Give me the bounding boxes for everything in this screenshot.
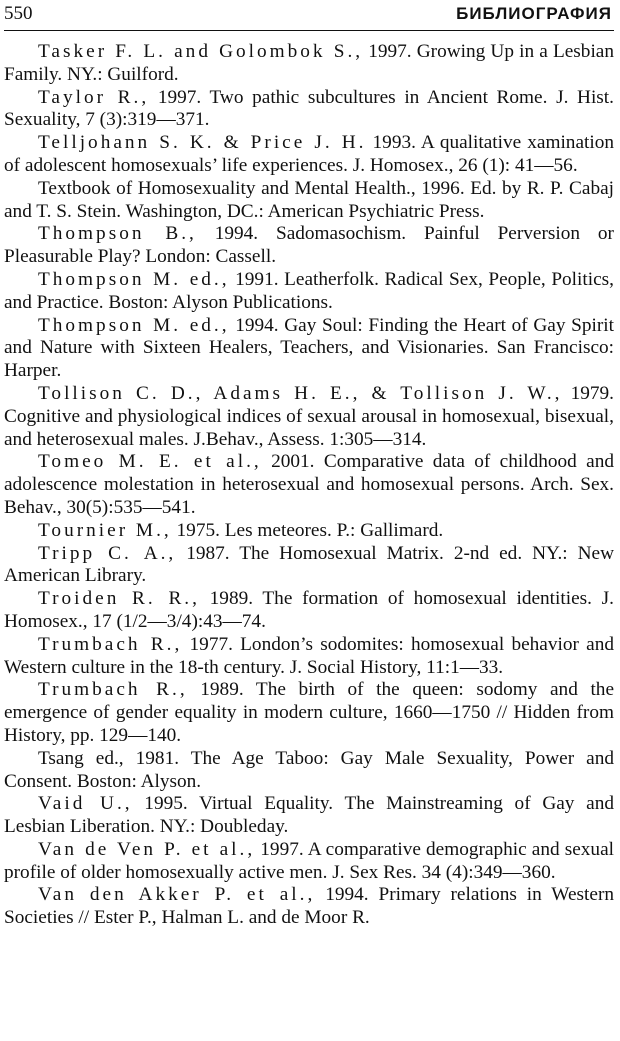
entry-text: 1997. Growing Up in a Lesbian Family. NY.: Guilford. xyxy=(4,41,615,85)
entry-author: Tripp C. A., xyxy=(38,542,177,564)
entry-text: 1993. A qualitative xamination of adolescent homosexuals’ life experiences. J. Homosex., 26 (1): 41—56. xyxy=(4,132,615,176)
entry-text: 1997. Two pathic subcultures in Ancient Rome. J. Hist. Sexuality, 7 (3):319—371. xyxy=(4,86,614,131)
bibliography-entry xyxy=(4,315,614,383)
entry-text: 2001. Comparative data of childhood and adolescence molestation in heterosexual and homosexual persons. Arch. Sex. Behav., 30(5):535—541. xyxy=(4,451,614,518)
bibliography-entry xyxy=(4,41,614,87)
bibliography-entry xyxy=(4,748,614,794)
entry-text: 1994. Sadomasochism. Painful Perversion or Pleasurable Play? London: Cassell. xyxy=(4,223,614,268)
entry-text: 1994. Primary relations in Western Societies // Ester P., Halman L. and de Moor R. xyxy=(4,884,614,929)
entry-text: 1989. The formation of homosexual identities. J. Homosex., 17 (1/2—3/4):43—74. xyxy=(4,588,614,632)
entry-author: Taylor R., xyxy=(38,86,150,108)
bibliography-entry xyxy=(4,588,614,634)
bibliography-entry xyxy=(4,679,614,747)
entry-author: Van de Ven P. et al., xyxy=(38,838,256,860)
bibliography-entry xyxy=(4,634,614,680)
entry-author: Trumbach R., xyxy=(38,679,188,701)
bibliography-entry xyxy=(4,383,614,451)
bibliography-entry xyxy=(4,451,614,519)
entry-text: 1989. The birth of the queen: sodomy and the emergence of gender equality in modern culture, 1660—1750 // Hidden from History, pp. 129—140. xyxy=(4,679,614,746)
bibliography-entry xyxy=(4,87,614,133)
bibliography-entry xyxy=(4,132,614,178)
page-number: 550 xyxy=(4,3,33,24)
entry-text: 1991. Leatherfolk. Radical Sex, People, Politics, and Practice. Boston: Alyson Publications. xyxy=(4,268,614,313)
entry-author: Telljohann S. K. & Price J. H. xyxy=(38,132,367,154)
running-header xyxy=(4,0,614,31)
bibliography-entry xyxy=(4,793,614,839)
entry-text: Textbook of Homosexuality and Mental Health., 1996. Ed. by R. P. Cabaj and T. S. Stein. Washington, DC.: American Psychiatric Press. xyxy=(4,177,614,222)
bibliography-entry xyxy=(4,884,614,930)
entry-author: Tomeo M. E. et al., xyxy=(38,451,262,473)
entry-text: 1994. Gay Soul: Finding the Heart of Gay Spirit and Nature with Sixteen Healers, Teachers, and Visionaries. San Francisco: Harper. xyxy=(4,314,614,382)
bibliography-entry xyxy=(4,543,614,589)
entry-text: 1979. Cognitive and physiological indices of sexual arousal in homosexual, bisexual, and heterosexual males. J.Behav., Assess. 1:305—314. xyxy=(4,382,614,450)
entry-author: Thompson M. ed., xyxy=(38,268,230,290)
entry-text: 1975. Les meteores. P.: Gallimard. xyxy=(171,519,444,541)
entry-author: Tollison C. D., Adams H. E., & Tollison J. W., xyxy=(38,382,563,404)
entry-author: Troiden R. R., xyxy=(38,588,200,610)
entry-text: 1977. London’s sodomites: homosexual behavior and Western culture in the 18-th century. J. Social History, 11:1—33. xyxy=(4,633,614,678)
entry-text: 1987. The Homosexual Matrix. 2-nd ed. NY.: New American Library. xyxy=(4,542,615,587)
bibliography-entry xyxy=(4,520,614,543)
entry-text: 1997. A comparative demographic and sexual profile of older homosexually active men. J. Sex Res. 34 (4):349—360. xyxy=(4,838,614,883)
entry-author: Vaid U., xyxy=(38,793,133,815)
entry-author: Tasker F. L. and Golombok S., xyxy=(38,41,364,62)
bibliography-entry xyxy=(4,223,614,269)
section-title: БИБЛИОГРАФИЯ xyxy=(456,4,612,23)
entry-author: Thompson B., xyxy=(38,223,197,245)
entry-text: 1995. Virtual Equality. The Mainstreaming of Gay and Lesbian Liberation. NY.: Doubleday. xyxy=(4,793,614,838)
bibliography-entry xyxy=(4,839,614,885)
bibliography-entry xyxy=(4,178,614,224)
entry-author: Tournier M., xyxy=(38,519,172,541)
bibliography-list xyxy=(4,31,614,930)
entry-author: Thompson M. ed., xyxy=(38,314,230,336)
entry-author: Van den Akker P. et al., xyxy=(38,884,316,906)
entry-text: Tsang ed., 1981. The Age Taboo: Gay Male Sexuality, Power and Consent. Boston: Alyson. xyxy=(4,747,614,792)
bibliography-entry xyxy=(4,269,614,315)
entry-author: Trumbach R., xyxy=(38,633,183,655)
